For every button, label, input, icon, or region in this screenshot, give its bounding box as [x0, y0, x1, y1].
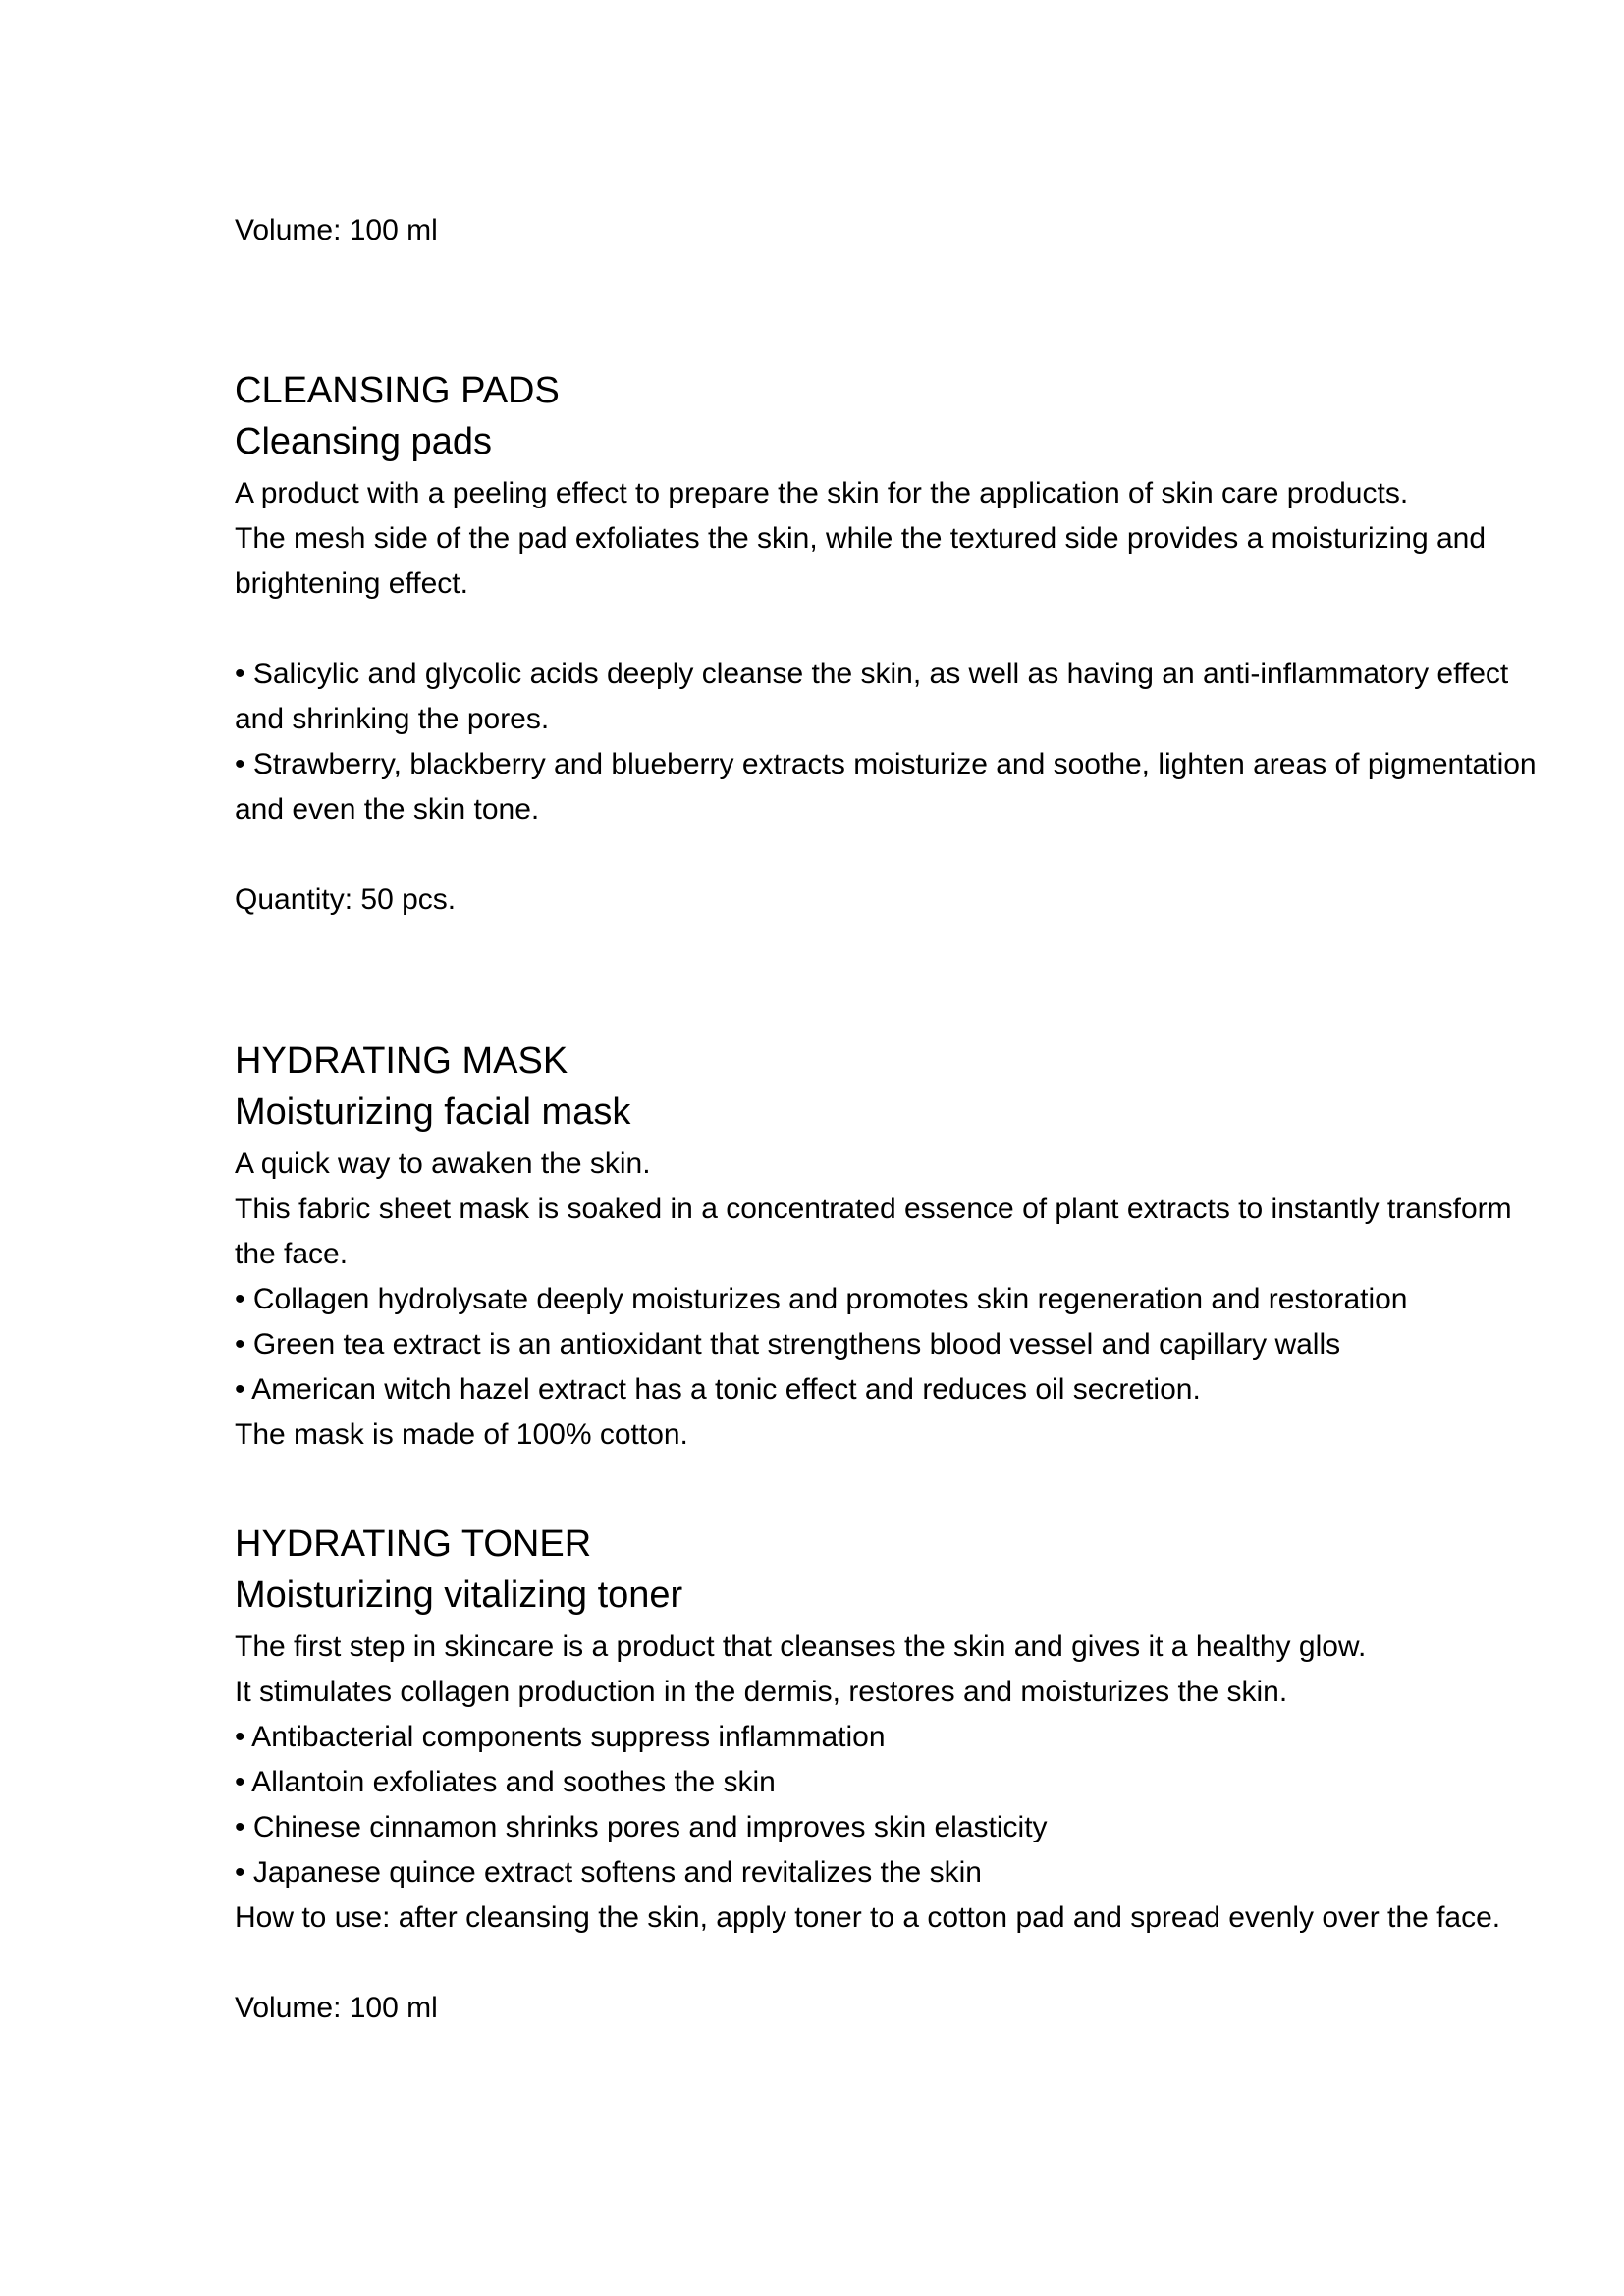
- section-subheading: Moisturizing vitalizing toner: [235, 1575, 683, 1616]
- section-heading: HYDRATING TONER: [235, 1523, 592, 1565]
- bullet-line: • Salicylic and glycolic acids deeply cleanse the skin, as well as having an anti-inflammatory effect: [235, 658, 1509, 690]
- paragraph-line: the face.: [235, 1238, 349, 1270]
- paragraph-line: A product with a peeling effect to prepare the skin for the application of skin care products.: [235, 477, 1409, 509]
- paragraph-line: brightening effect.: [235, 567, 468, 600]
- bullet-line: • Antibacterial components suppress inflammation: [235, 1721, 886, 1753]
- bullet-line: • Chinese cinnamon shrinks pores and improves skin elasticity: [235, 1811, 1048, 1843]
- quantity-line: Quantity: 50 pcs.: [235, 883, 457, 916]
- paragraph-line: This fabric sheet mask is soaked in a concentrated essence of plant extracts to instantly transform: [235, 1193, 1512, 1225]
- paragraph-line: and even the skin tone.: [235, 793, 540, 826]
- section-heading: CLEANSING PADS: [235, 370, 560, 411]
- bullet-line: • Strawberry, blackberry and blueberry extracts moisturize and soothe, lighten areas of pigmentation: [235, 748, 1537, 780]
- bullet-line: • Green tea extract is an antioxidant that strengthens blood vessel and capillary walls: [235, 1328, 1341, 1361]
- top-volume: Volume: 100 ml: [235, 214, 438, 246]
- paragraph-line: A quick way to awaken the skin.: [235, 1148, 651, 1180]
- section-subheading: Moisturizing facial mask: [235, 1092, 631, 1133]
- section-subheading: Cleansing pads: [235, 421, 492, 462]
- paragraph-line: It stimulates collagen production in the dermis, restores and moisturizes the skin.: [235, 1676, 1288, 1708]
- bullet-line: • Allantoin exfoliates and soothes the skin: [235, 1766, 776, 1798]
- bullet-line: • Japanese quince extract softens and revitalizes the skin: [235, 1856, 982, 1889]
- bullet-line: • American witch hazel extract has a tonic effect and reduces oil secretion.: [235, 1373, 1201, 1406]
- paragraph-line: The first step in skincare is a product that cleanses the skin and gives it a healthy glow.: [235, 1630, 1367, 1663]
- paragraph-line: and shrinking the pores.: [235, 703, 550, 735]
- paragraph-line: How to use: after cleansing the skin, apply toner to a cotton pad and spread evenly over the face.: [235, 1901, 1501, 1934]
- section-heading: HYDRATING MASK: [235, 1041, 568, 1082]
- bullet-line: • Collagen hydrolysate deeply moisturizes and promotes skin regeneration and restoration: [235, 1283, 1408, 1315]
- paragraph-line: The mask is made of 100% cotton.: [235, 1418, 688, 1451]
- volume-line: Volume: 100 ml: [235, 1992, 438, 2024]
- paragraph-line: The mesh side of the pad exfoliates the skin, while the textured side provides a moisturizing and: [235, 522, 1487, 555]
